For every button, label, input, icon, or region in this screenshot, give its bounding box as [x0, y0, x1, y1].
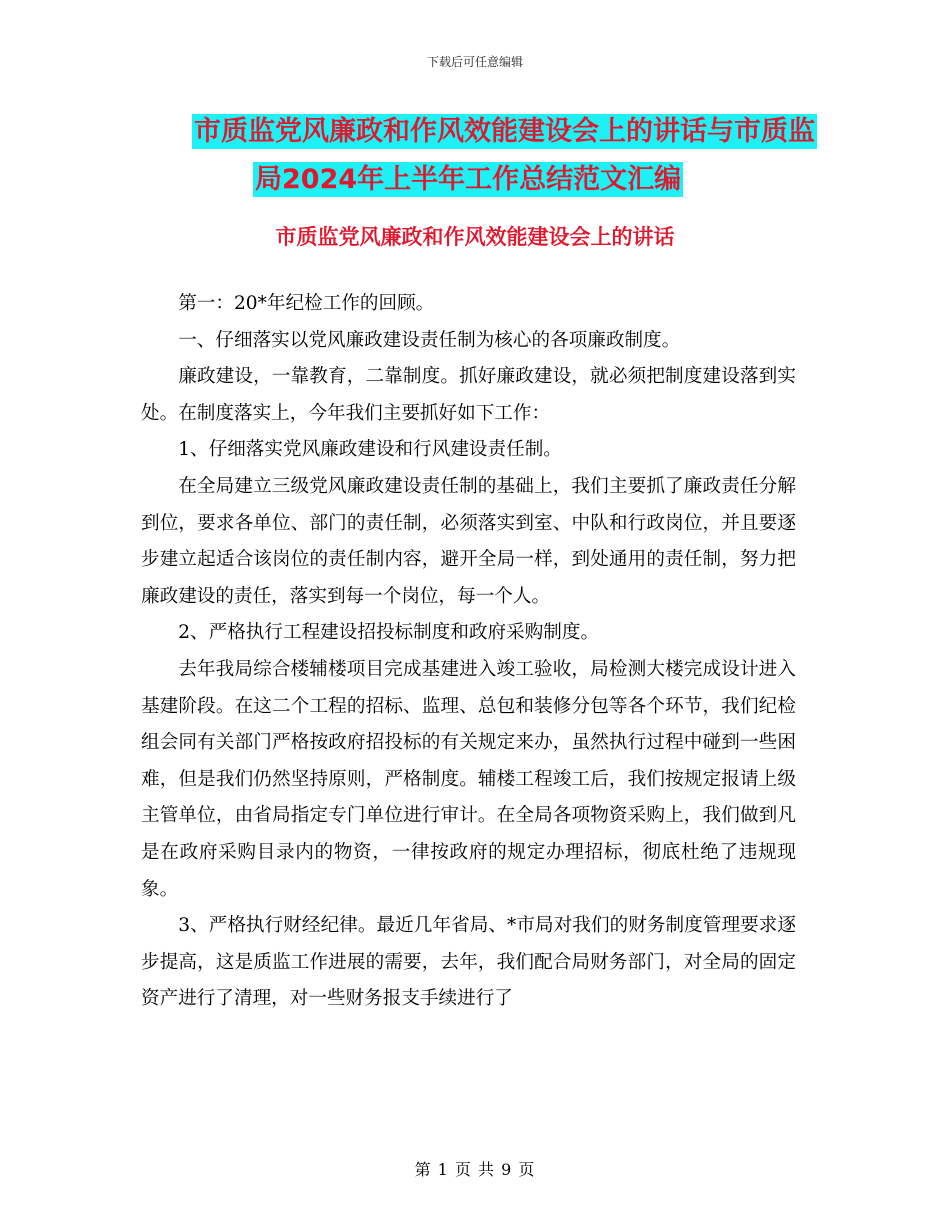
paragraph: 一、仔细落实以党风廉政建设责任制为核心的各项廉政制度。	[178, 329, 681, 351]
paragraph: 3、严格执行财经纪律。最近几年省局、*市局对我们的财务制度管理要求逐步提高，这是质监工作进展的需要，去年，我们配合局财务部门，对全局的固定资产进行了清理，对一些财务报支手续进行了	[141, 915, 796, 1010]
paragraph: 2、严格执行工程建设招投标制度和政府采购制度。	[178, 622, 600, 644]
document-title	[140, 108, 830, 204]
header-note: 下载后可任意编辑	[426, 55, 523, 69]
paragraph: 在全局建立三级党风廉政建设责任制的基础上，我们主要抓了廉政责任分解到位，要求各单位、部门的责任制，必须落实到室、中队和行政岗位，并且要逐步建立起适合该岗位的责任制内容，避开全局一样，到处通用的责任制，努力把廉政建设的责任，落实到每一个岗位，每一个人。	[141, 475, 796, 607]
paragraph: 去年我局综合楼辅楼项目完成基建进入竣工验收，局检测大楼完成设计进入基建阶段。在这二个工程的招标、监理、总包和装修分包等各个环节，我们纪检组会同有关部门严格按政府招投标的有关规定来办，虽然执行过程中碰到一些困难，但是我们仍然坚持原则，严格制度。辅楼工程竣工后，我们按规定报请上级主管单位，由省局指定专门单位进行审计。在全局各项物资采购上，我们做到凡是在政府采购目录内的物资，一律按政府的规定办理招标，彻底杜绝了违规现象。	[141, 658, 796, 900]
document-body	[141, 286, 796, 1018]
paragraph: 1、仔细落实党风廉政建设和行风建设责任制。	[178, 439, 562, 461]
title-line-1: 市质监党风廉政和作风效能建设会上的讲话与市质监	[194, 116, 815, 147]
page-footer: 第 1 页 共 9 页	[414, 1160, 536, 1179]
title-line-2: 局2024年上半年工作总结范文汇编	[255, 164, 682, 195]
paragraph: 廉政建设，一靠教育，二靠制度。抓好廉政建设，就必须把制度建设落到实处。在制度落实上，今年我们主要抓好如下工作：	[141, 366, 796, 424]
section-title: 市质监党风廉政和作风效能建设会上的讲话	[275, 225, 675, 249]
paragraph: 第一：20*年纪检工作的回顾。	[178, 293, 435, 314]
